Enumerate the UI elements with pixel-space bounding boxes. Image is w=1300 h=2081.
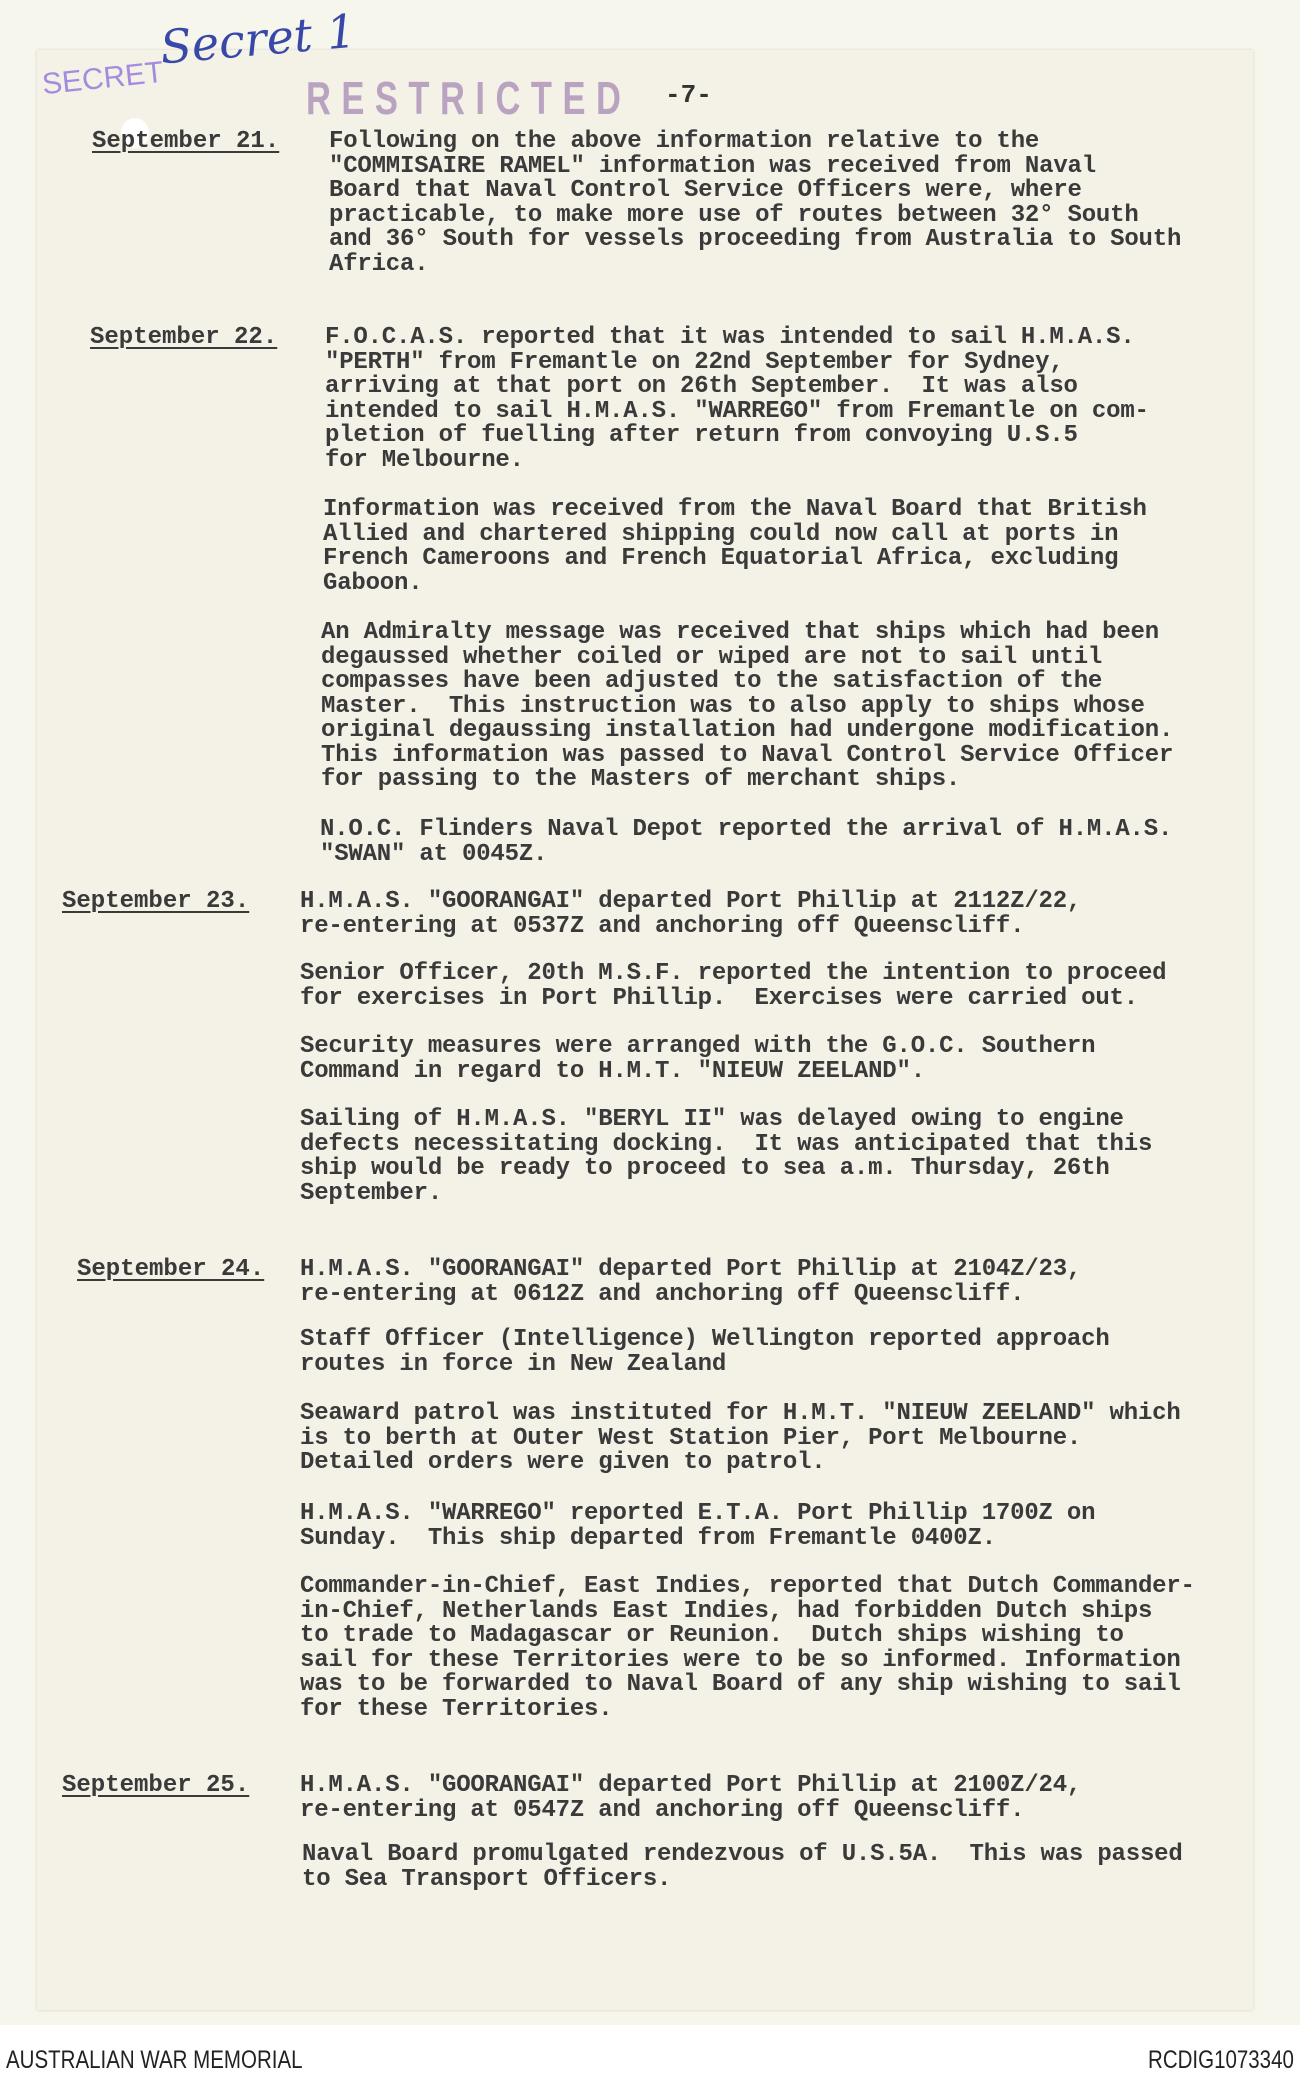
page-number: -7- — [665, 80, 712, 110]
footer-record-id: RCDIG1073340 — [1148, 2046, 1294, 2074]
entry-paragraph: Commander-in-Chief, East Indies, reported that Dutch Commander- in-Chief, Netherlands East Indies, had forbidden Dutch ships to trade to Madagascar or Reunion. Dutch ships wishing to sail for these Territories were to be so informed. Information was to be forwarded to Naval Board of any ship wishing to sail for these Territories. — [300, 1573, 1195, 1723]
entry-paragraph: Sailing of H.M.A.S. "BERYL II" was delayed owing to engine defects necessitating docking. It was anticipated that this ship would be ready to proceed to sea a.m. Thursday, 26th September. — [300, 1106, 1153, 1207]
entry-paragraph: N.O.C. Flinders Naval Depot reported the arrival of H.M.A.S. "SWAN" at 0045Z. — [320, 816, 1173, 868]
entry-paragraph: F.O.C.A.S. reported that it was intended to sail H.M.A.S. "PERTH" from Fremantle on 22nd September for Sydney, arriving at that port on 26th September. It was also intended to sail H.M.A.S. "WARREGO" from Fremantle on com- pletion of fuelling after return from convoying U.S.5 for Melbourne. — [325, 324, 1149, 474]
entry-paragraph: An Admiralty message was received that ships which had been degaussed whether coiled or wiped are not to sail until compasses have been adjusted to the satisfaction of the Master. This instruction was to also apply to ships whose original degaussing installation had undergone modification. This information was passed to Naval Control Service Officer for passing to the Masters of merchant ships. — [321, 619, 1174, 793]
restricted-stamp: RESTRICTED — [306, 72, 632, 124]
entry-date: September 23. — [62, 888, 250, 915]
entry-paragraph: H.M.A.S. "GOORANGAI" departed Port Phillip at 2100Z/24, re-entering at 0547Z and anchoring off Queenscliff. — [300, 1772, 1082, 1824]
entry-paragraph: H.M.A.S. "GOORANGAI" departed Port Phillip at 2104Z/23, re-entering at 0612Z and anchoring off Queenscliff. — [300, 1256, 1082, 1308]
footer-archive-name: AUSTRALIAN WAR MEMORIAL — [6, 2046, 303, 2074]
entry-paragraph: H.M.A.S. "WARREGO" reported E.T.A. Port Phillip 1700Z on Sunday. This ship departed from Fremantle 0400Z. — [300, 1500, 1096, 1552]
entry-paragraph: Staff Officer (Intelligence) Wellington reported approach routes in force in New Zealand — [300, 1326, 1110, 1378]
entry-paragraph: Naval Board promulgated rendezvous of U.S.5A. This was passed to Sea Transport Officers. — [302, 1841, 1183, 1893]
entry-paragraph: H.M.A.S. "GOORANGAI" departed Port Phillip at 2112Z/22, re-entering at 0537Z and anchoring off Queenscliff. — [300, 888, 1082, 940]
entry-date: September 22. — [90, 324, 278, 351]
entry-paragraph: Seaward patrol was instituted for H.M.T. "NIEUW ZEELAND" which is to berth at Outer West Station Pier, Port Melbourne. Detailed orders were given to patrol. — [300, 1400, 1181, 1476]
entry-paragraph: Senior Officer, 20th M.S.F. reported the intention to proceed for exercises in Port Phillip. Exercises were carried out. — [300, 960, 1167, 1012]
entry-paragraph: Following on the above information relative to the "COMMISAIRE RAMEL" information was received from Naval Board that Naval Control Service Officers were, where practicable, to make more use of routes between 32° South and 36° South for vessels proceeding from Australia to South Africa. — [329, 128, 1182, 278]
entry-paragraph: Information was received from the Naval Board that British Allied and chartered shipping could now call at ports in French Cameroons and French Equatorial Africa, excluding Gaboon. — [323, 496, 1147, 597]
entry-date: September 25. — [62, 1772, 250, 1799]
handwritten-annotation: Secret 1 — [158, 3, 359, 75]
entry-date: September 24. — [77, 1256, 265, 1283]
entry-paragraph: Security measures were arranged with the G.O.C. Southern Command in regard to H.M.T. "NIEUW ZEELAND". — [300, 1033, 1096, 1085]
entry-date: September 21. — [92, 128, 280, 155]
secret-stamp: SECRET — [40, 55, 166, 102]
